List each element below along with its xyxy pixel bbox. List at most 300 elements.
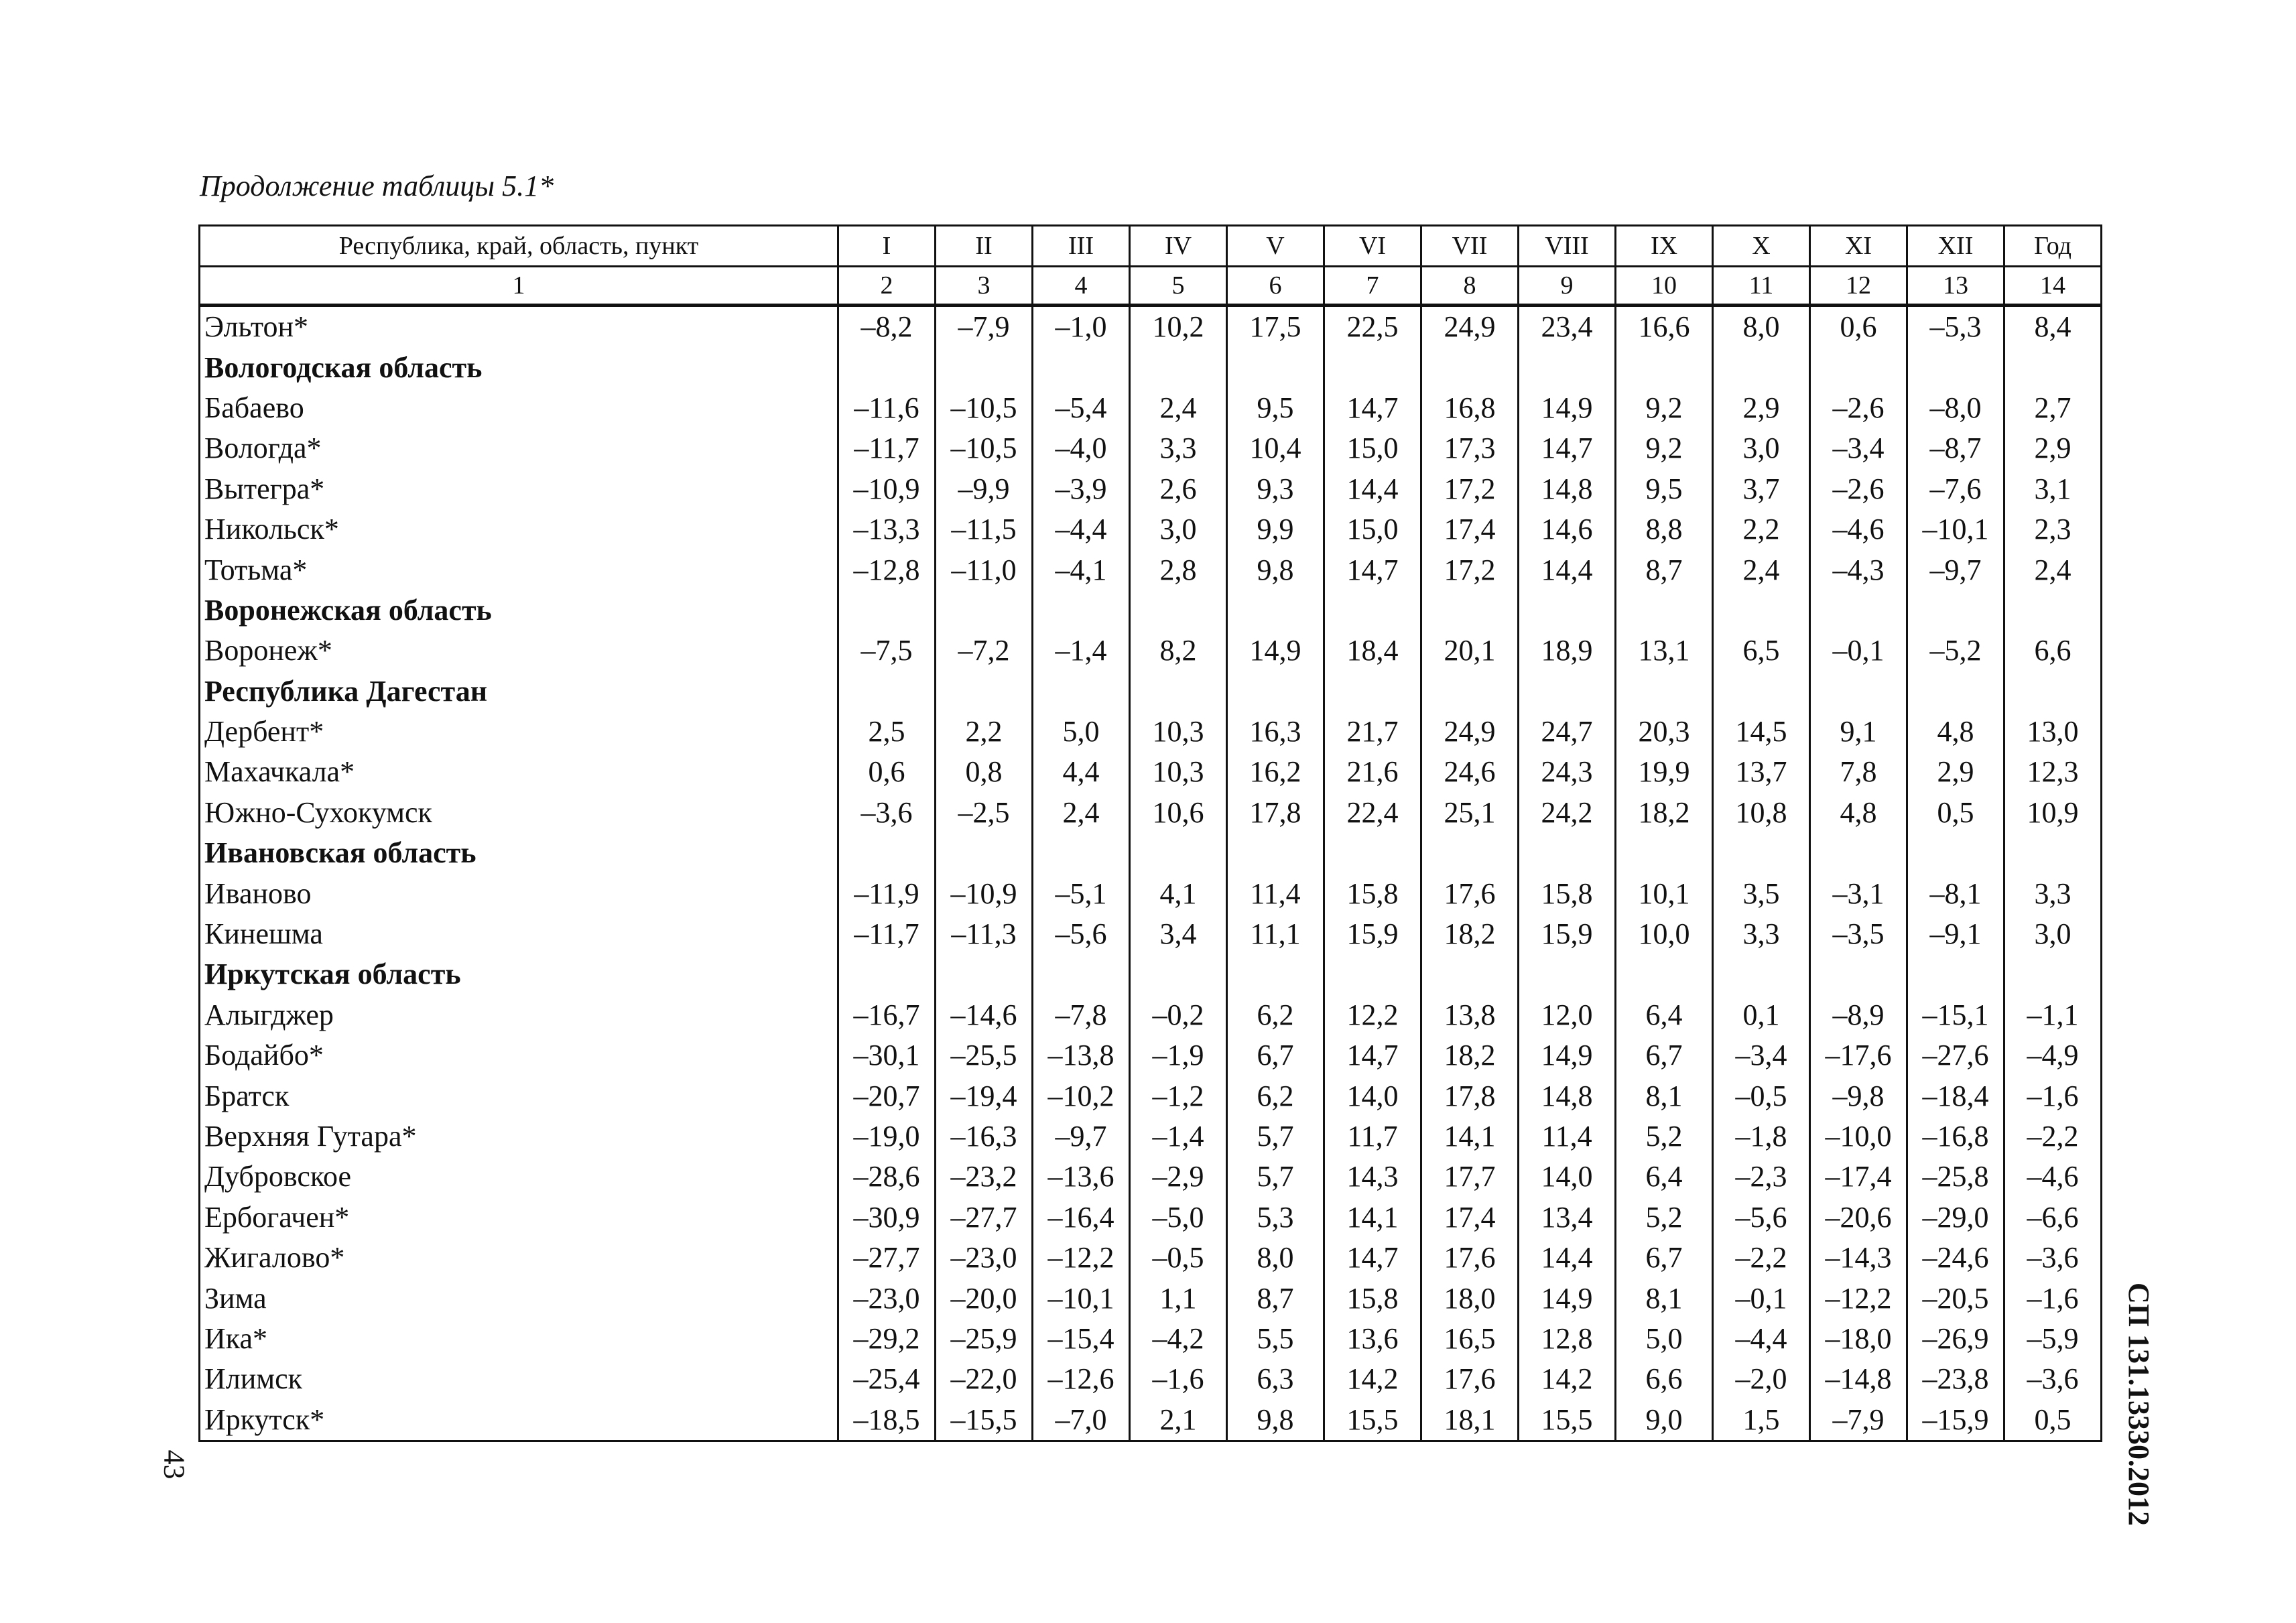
table-row <box>200 752 2102 792</box>
value-cell: 15,0 <box>1324 428 1421 468</box>
value-cell: –23,8 <box>1907 1359 2004 1399</box>
place-name: Вологда* <box>200 428 838 468</box>
value-cell: –0,2 <box>1130 995 1227 1035</box>
value-cell: 2,4 <box>1713 549 1810 590</box>
value-cell <box>2004 671 2102 712</box>
value-cell: 13,7 <box>1713 752 1810 792</box>
value-cell: –15,1 <box>1907 995 2004 1035</box>
value-cell: –13,6 <box>1033 1157 1130 1197</box>
value-cell: 4,4 <box>1033 752 1130 792</box>
value-cell: 9,0 <box>1616 1400 1713 1441</box>
value-cell: 2,2 <box>1713 509 1810 549</box>
value-cell: 13,8 <box>1421 995 1519 1035</box>
value-cell: 13,6 <box>1324 1319 1421 1359</box>
value-cell: 10,8 <box>1713 793 1810 833</box>
value-cell: –4,6 <box>2004 1157 2102 1197</box>
value-cell: –4,6 <box>1810 509 1907 549</box>
value-cell <box>838 833 936 873</box>
value-cell: 14,4 <box>1519 549 1616 590</box>
region-heading-row <box>200 954 2102 994</box>
region-name: Республика Дагестан <box>200 671 838 712</box>
value-cell <box>1421 833 1519 873</box>
column-number-cell: 4 <box>1033 267 1130 306</box>
value-cell: –7,8 <box>1033 995 1130 1035</box>
value-cell: 2,4 <box>2004 549 2102 590</box>
value-cell: –4,4 <box>1033 509 1130 549</box>
value-cell: –9,7 <box>1033 1116 1130 1157</box>
value-cell: –22,0 <box>936 1359 1033 1399</box>
value-cell <box>1130 671 1227 712</box>
value-cell: –1,2 <box>1130 1076 1227 1116</box>
place-name: Алыгджер <box>200 995 838 1035</box>
value-cell <box>2004 833 2102 873</box>
value-cell: 14,2 <box>1324 1359 1421 1399</box>
value-cell: 14,9 <box>1519 388 1616 428</box>
value-cell: –5,1 <box>1033 873 1130 913</box>
value-cell: –16,7 <box>838 995 936 1035</box>
value-cell: –1,1 <box>2004 995 2102 1035</box>
value-cell: 9,5 <box>1227 388 1324 428</box>
value-cell: –27,6 <box>1907 1035 2004 1076</box>
column-numbers-row <box>200 267 2102 306</box>
value-cell: 15,9 <box>1324 914 1421 954</box>
value-cell: –11,3 <box>936 914 1033 954</box>
header-cell-month: XII <box>1907 226 2004 267</box>
value-cell: 2,8 <box>1130 549 1227 590</box>
value-cell: 21,6 <box>1324 752 1421 792</box>
table-row <box>200 1319 2102 1359</box>
value-cell: –7,9 <box>936 306 1033 348</box>
value-cell <box>1810 833 1907 873</box>
value-cell <box>1519 833 1616 873</box>
place-name: Бодайбо* <box>200 1035 838 1076</box>
value-cell: –19,0 <box>838 1116 936 1157</box>
value-cell: –30,1 <box>838 1035 936 1076</box>
table-row <box>200 1359 2102 1399</box>
header-cell-month: I <box>838 226 936 267</box>
value-cell: –2,5 <box>936 793 1033 833</box>
value-cell: –11,7 <box>838 914 936 954</box>
column-number-cell: 2 <box>838 267 936 306</box>
column-number-cell: 9 <box>1519 267 1616 306</box>
table-row <box>200 995 2102 1035</box>
table-row <box>200 873 2102 913</box>
value-cell: 14,3 <box>1324 1157 1421 1197</box>
table-row <box>200 388 2102 428</box>
value-cell: –12,2 <box>1810 1278 1907 1318</box>
value-cell: –3,9 <box>1033 469 1130 509</box>
value-cell: 3,0 <box>1713 428 1810 468</box>
value-cell: –27,7 <box>936 1197 1033 1238</box>
value-cell: –17,6 <box>1810 1035 1907 1076</box>
value-cell: –4,2 <box>1130 1319 1227 1359</box>
value-cell: –9,9 <box>936 469 1033 509</box>
table-row <box>200 509 2102 549</box>
value-cell <box>1810 954 1907 994</box>
value-cell: 4,8 <box>1907 712 2004 752</box>
value-cell: 9,9 <box>1227 509 1324 549</box>
value-cell: 9,5 <box>1616 469 1713 509</box>
value-cell: 4,1 <box>1130 873 1227 913</box>
table-body <box>200 306 2102 1441</box>
value-cell <box>1130 833 1227 873</box>
value-cell: 2,7 <box>2004 388 2102 428</box>
value-cell: 3,5 <box>1713 873 1810 913</box>
value-cell <box>1810 671 1907 712</box>
value-cell: 3,0 <box>1130 509 1227 549</box>
value-cell <box>1907 590 2004 631</box>
value-cell: 18,2 <box>1421 1035 1519 1076</box>
header-cell-month: IX <box>1616 226 1713 267</box>
page-number: 43 <box>157 1449 191 1480</box>
value-cell: 17,6 <box>1421 1359 1519 1399</box>
value-cell: 13,0 <box>2004 712 2102 752</box>
value-cell: 18,0 <box>1421 1278 1519 1318</box>
table-row <box>200 549 2102 590</box>
value-cell <box>1033 347 1130 387</box>
value-cell <box>936 590 1033 631</box>
value-cell <box>1324 590 1421 631</box>
value-cell <box>838 671 936 712</box>
value-cell: 24,3 <box>1519 752 1616 792</box>
value-cell: –9,1 <box>1907 914 2004 954</box>
value-cell: –26,9 <box>1907 1319 2004 1359</box>
value-cell: 3,7 <box>1713 469 1810 509</box>
value-cell: –15,4 <box>1033 1319 1130 1359</box>
value-cell <box>1421 347 1519 387</box>
value-cell: –5,6 <box>1713 1197 1810 1238</box>
value-cell: –29,0 <box>1907 1197 2004 1238</box>
value-cell: –9,7 <box>1907 549 2004 590</box>
value-cell: 5,2 <box>1616 1197 1713 1238</box>
value-cell: –25,4 <box>838 1359 936 1399</box>
value-cell: 2,4 <box>1033 793 1130 833</box>
value-cell: –3,6 <box>838 793 936 833</box>
value-cell: –15,5 <box>936 1400 1033 1441</box>
region-heading-row <box>200 671 2102 712</box>
value-cell: 1,1 <box>1130 1278 1227 1318</box>
region-name: Воронежская область <box>200 590 838 631</box>
value-cell: –1,6 <box>2004 1278 2102 1318</box>
value-cell: –20,0 <box>936 1278 1033 1318</box>
table-row <box>200 1157 2102 1197</box>
value-cell: 8,2 <box>1130 631 1227 671</box>
region-name: Вологодская область <box>200 347 838 387</box>
value-cell: 9,8 <box>1227 1400 1324 1441</box>
value-cell <box>1616 954 1713 994</box>
value-cell <box>1907 671 2004 712</box>
table-row <box>200 1035 2102 1076</box>
place-name: Бабаево <box>200 388 838 428</box>
column-number-cell: 6 <box>1227 267 1324 306</box>
value-cell: 5,7 <box>1227 1157 1324 1197</box>
value-cell: 5,2 <box>1616 1116 1713 1157</box>
value-cell: –25,5 <box>936 1035 1033 1076</box>
table-row <box>200 428 2102 468</box>
value-cell: –2,9 <box>1130 1157 1227 1197</box>
region-heading-row <box>200 590 2102 631</box>
value-cell: 23,4 <box>1519 306 1616 348</box>
value-cell: –10,5 <box>936 388 1033 428</box>
value-cell: –19,4 <box>936 1076 1033 1116</box>
value-cell: 17,6 <box>1421 873 1519 913</box>
value-cell: –0,5 <box>1130 1238 1227 1278</box>
value-cell: 6,6 <box>2004 631 2102 671</box>
value-cell <box>1810 590 1907 631</box>
value-cell: –1,4 <box>1033 631 1130 671</box>
place-name: Дербент* <box>200 712 838 752</box>
table-row <box>200 1400 2102 1441</box>
value-cell: 14,7 <box>1324 1238 1421 1278</box>
value-cell: 14,0 <box>1519 1157 1616 1197</box>
value-cell <box>838 347 936 387</box>
table-row <box>200 1116 2102 1157</box>
value-cell: 2,4 <box>1130 388 1227 428</box>
header-cell-month: XI <box>1810 226 1907 267</box>
value-cell: –0,5 <box>1713 1076 1810 1116</box>
value-cell: –4,4 <box>1713 1319 1810 1359</box>
value-cell: –7,6 <box>1907 469 2004 509</box>
value-cell: –11,9 <box>838 873 936 913</box>
value-cell: 0,6 <box>838 752 936 792</box>
value-cell: 15,8 <box>1324 1278 1421 1318</box>
region-name: Ивановская область <box>200 833 838 873</box>
value-cell: 6,2 <box>1227 995 1324 1035</box>
value-cell: –1,0 <box>1033 306 1130 348</box>
value-cell: –12,2 <box>1033 1238 1130 1278</box>
value-cell: 11,4 <box>1227 873 1324 913</box>
value-cell: –0,1 <box>1810 631 1907 671</box>
value-cell: 10,3 <box>1130 712 1227 752</box>
value-cell: 15,5 <box>1519 1400 1616 1441</box>
value-cell: 13,1 <box>1616 631 1713 671</box>
column-number-cell: 7 <box>1324 267 1421 306</box>
value-cell: –20,7 <box>838 1076 936 1116</box>
value-cell: 18,9 <box>1519 631 1616 671</box>
value-cell: –14,6 <box>936 995 1033 1035</box>
value-cell: 17,2 <box>1421 469 1519 509</box>
value-cell: 8,1 <box>1616 1278 1713 1318</box>
value-cell: 22,5 <box>1324 306 1421 348</box>
value-cell: 17,4 <box>1421 509 1519 549</box>
value-cell: 16,2 <box>1227 752 1324 792</box>
value-cell: –11,5 <box>936 509 1033 549</box>
value-cell: 13,4 <box>1519 1197 1616 1238</box>
place-name: Братск <box>200 1076 838 1116</box>
value-cell: 9,1 <box>1810 712 1907 752</box>
value-cell: 15,0 <box>1324 509 1421 549</box>
value-cell: 14,0 <box>1324 1076 1421 1116</box>
value-cell: –1,6 <box>2004 1076 2102 1116</box>
value-cell: –5,6 <box>1033 914 1130 954</box>
value-cell: –30,9 <box>838 1197 936 1238</box>
value-cell: 17,2 <box>1421 549 1519 590</box>
value-cell <box>1421 954 1519 994</box>
value-cell: –10,9 <box>936 873 1033 913</box>
column-number-cell: 13 <box>1907 267 2004 306</box>
value-cell: 20,1 <box>1421 631 1519 671</box>
value-cell: –1,8 <box>1713 1116 1810 1157</box>
value-cell: –3,4 <box>1810 428 1907 468</box>
value-cell <box>1810 347 1907 387</box>
value-cell: 25,1 <box>1421 793 1519 833</box>
value-cell <box>1907 833 2004 873</box>
column-number-cell: 5 <box>1130 267 1227 306</box>
value-cell: 0,6 <box>1810 306 1907 348</box>
value-cell: 22,4 <box>1324 793 1421 833</box>
place-name: Зима <box>200 1278 838 1318</box>
value-cell: –27,7 <box>838 1238 936 1278</box>
header-cell-month: V <box>1227 226 1324 267</box>
value-cell <box>1713 954 1810 994</box>
place-name: Ика* <box>200 1319 838 1359</box>
value-cell: 8,8 <box>1616 509 1713 549</box>
value-cell: 24,9 <box>1421 712 1519 752</box>
value-cell: –1,6 <box>1130 1359 1227 1399</box>
value-cell: 24,6 <box>1421 752 1519 792</box>
column-number-cell: 11 <box>1713 267 1810 306</box>
value-cell: 3,3 <box>2004 873 2102 913</box>
value-cell: –20,5 <box>1907 1278 2004 1318</box>
value-cell: –12,8 <box>838 549 936 590</box>
value-cell: –25,8 <box>1907 1157 2004 1197</box>
value-cell: 10,4 <box>1227 428 1324 468</box>
value-cell: 14,8 <box>1519 1076 1616 1116</box>
value-cell: 17,4 <box>1421 1197 1519 1238</box>
value-cell: –4,1 <box>1033 549 1130 590</box>
document-code: СП 131.13330.2012 <box>2122 1283 2155 1526</box>
value-cell: –3,5 <box>1810 914 1907 954</box>
value-cell: 5,5 <box>1227 1319 1324 1359</box>
value-cell: –13,8 <box>1033 1035 1130 1076</box>
value-cell: 9,3 <box>1227 469 1324 509</box>
value-cell: –2,2 <box>2004 1116 2102 1157</box>
value-cell <box>1713 833 1810 873</box>
value-cell <box>1616 347 1713 387</box>
place-name: Верхняя Гутара* <box>200 1116 838 1157</box>
value-cell <box>1713 590 1810 631</box>
value-cell: –20,6 <box>1810 1197 1907 1238</box>
value-cell: 14,4 <box>1519 1238 1616 1278</box>
value-cell: 9,2 <box>1616 388 1713 428</box>
value-cell: –3,4 <box>1713 1035 1810 1076</box>
place-name: Эльтон* <box>200 306 838 348</box>
value-cell: –0,1 <box>1713 1278 1810 1318</box>
value-cell: –7,5 <box>838 631 936 671</box>
value-cell <box>1130 590 1227 631</box>
value-cell: 14,8 <box>1519 469 1616 509</box>
value-cell: –2,6 <box>1810 388 1907 428</box>
value-cell: –18,5 <box>838 1400 936 1441</box>
value-cell: 0,1 <box>1713 995 1810 1035</box>
value-cell <box>1130 347 1227 387</box>
value-cell: 0,5 <box>2004 1400 2102 1441</box>
value-cell <box>1033 590 1130 631</box>
value-cell: 12,2 <box>1324 995 1421 1035</box>
value-cell <box>1130 954 1227 994</box>
value-cell: –5,0 <box>1130 1197 1227 1238</box>
value-cell: –4,9 <box>2004 1035 2102 1076</box>
value-cell <box>1519 671 1616 712</box>
value-cell <box>838 590 936 631</box>
value-cell: 14,7 <box>1324 549 1421 590</box>
value-cell <box>1324 954 1421 994</box>
value-cell: 15,8 <box>1519 873 1616 913</box>
value-cell: 3,1 <box>2004 469 2102 509</box>
value-cell: 6,7 <box>1616 1238 1713 1278</box>
value-cell: –6,6 <box>2004 1197 2102 1238</box>
value-cell: –5,2 <box>1907 631 2004 671</box>
value-cell <box>2004 954 2102 994</box>
value-cell: –23,0 <box>838 1278 936 1318</box>
value-cell <box>1227 590 1324 631</box>
value-cell: 5,7 <box>1227 1116 1324 1157</box>
value-cell: 12,3 <box>2004 752 2102 792</box>
value-cell <box>1907 954 2004 994</box>
value-cell: –3,6 <box>2004 1359 2102 1399</box>
value-cell: 2,3 <box>2004 509 2102 549</box>
value-cell: 11,1 <box>1227 914 1324 954</box>
value-cell: 14,7 <box>1519 428 1616 468</box>
value-cell: 14,9 <box>1519 1035 1616 1076</box>
value-cell: 16,6 <box>1616 306 1713 348</box>
value-cell: 16,5 <box>1421 1319 1519 1359</box>
place-name: Илимск <box>200 1359 838 1399</box>
value-cell: 6,4 <box>1616 1157 1713 1197</box>
value-cell <box>2004 347 2102 387</box>
value-cell: –1,4 <box>1130 1116 1227 1157</box>
value-cell: –11,6 <box>838 388 936 428</box>
value-cell: 2,9 <box>1713 388 1810 428</box>
value-cell: 14,1 <box>1421 1116 1519 1157</box>
value-cell: 16,3 <box>1227 712 1324 752</box>
value-cell: –28,6 <box>838 1157 936 1197</box>
value-cell: 14,9 <box>1227 631 1324 671</box>
column-number-cell: 14 <box>2004 267 2102 306</box>
value-cell: 14,2 <box>1519 1359 1616 1399</box>
value-cell: 17,8 <box>1421 1076 1519 1116</box>
value-cell: –17,4 <box>1810 1157 1907 1197</box>
value-cell: 2,1 <box>1130 1400 1227 1441</box>
value-cell: 14,1 <box>1324 1197 1421 1238</box>
value-cell: –10,2 <box>1033 1076 1130 1116</box>
value-cell: 10,2 <box>1130 306 1227 348</box>
value-cell: –8,9 <box>1810 995 1907 1035</box>
value-cell: –8,2 <box>838 306 936 348</box>
value-cell: 8,7 <box>1227 1278 1324 1318</box>
value-cell: 6,4 <box>1616 995 1713 1035</box>
value-cell: 17,5 <box>1227 306 1324 348</box>
value-cell: 1,5 <box>1713 1400 1810 1441</box>
table-row <box>200 1278 2102 1318</box>
table-row <box>200 793 2102 833</box>
value-cell: 14,9 <box>1519 1278 1616 1318</box>
value-cell: 15,8 <box>1324 873 1421 913</box>
value-cell: 14,4 <box>1324 469 1421 509</box>
value-cell <box>1227 954 1324 994</box>
place-name: Дубровское <box>200 1157 838 1197</box>
place-name: Тотьма* <box>200 549 838 590</box>
value-cell: –11,0 <box>936 549 1033 590</box>
value-cell <box>2004 590 2102 631</box>
value-cell: 5,0 <box>1033 712 1130 752</box>
value-cell: 6,6 <box>1616 1359 1713 1399</box>
value-cell <box>1324 347 1421 387</box>
value-cell: 10,9 <box>2004 793 2102 833</box>
value-cell: –9,8 <box>1810 1076 1907 1116</box>
region-name: Иркутская область <box>200 954 838 994</box>
place-name: Иркутск* <box>200 1400 838 1441</box>
